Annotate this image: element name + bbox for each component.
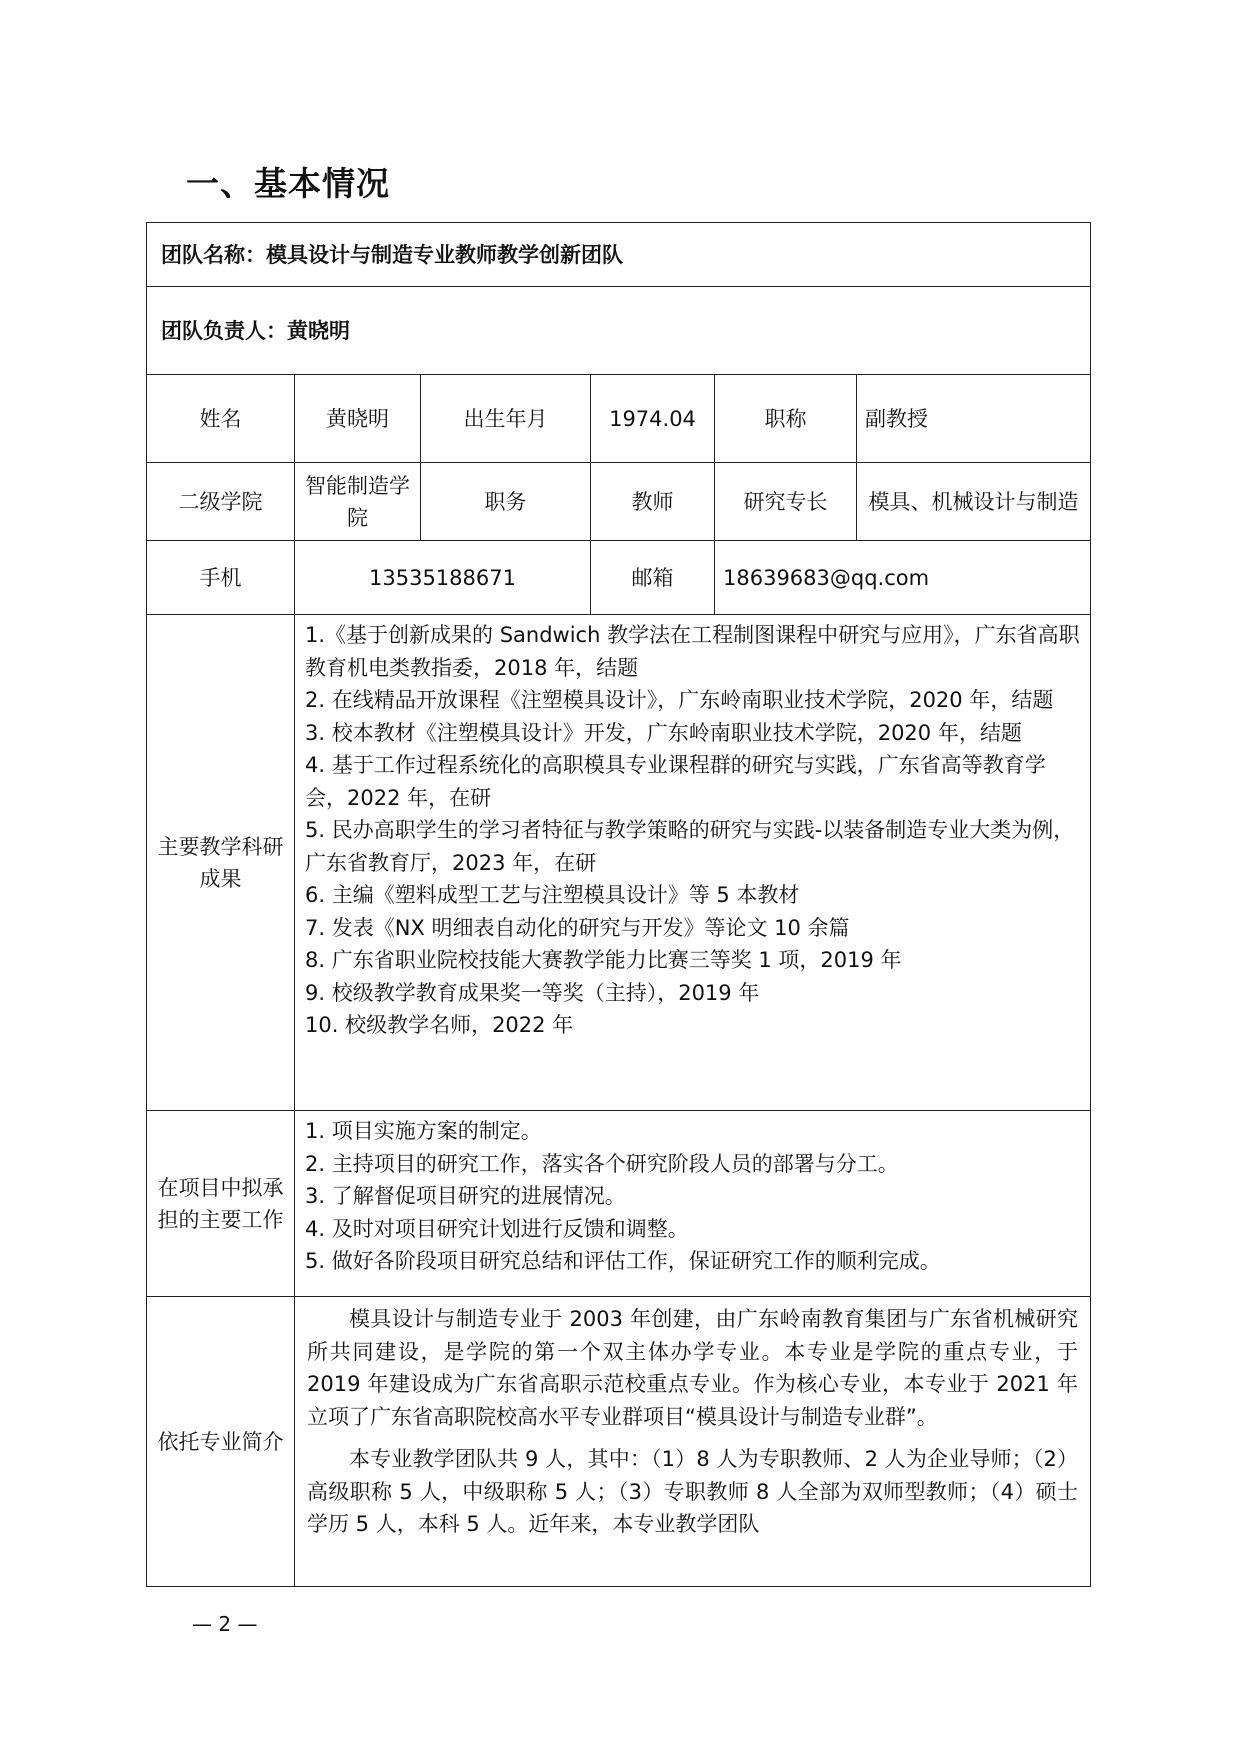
list-item: 8. 广东省职业院校技能大赛教学能力比赛三等奖 1 项，2019 年: [305, 948, 902, 972]
birth-label: 出生年月: [421, 375, 591, 463]
list-item: 2. 主持项目的研究工作，落实各个研究阶段人员的部署与分工。: [305, 1151, 899, 1176]
work-list: [295, 1111, 1091, 1297]
list-item: 3. 校本教材《注塑模具设计》开发，广东岭南职业技术学院，2020 年，结题: [305, 720, 1022, 745]
list-item: 5. 做好各阶段项目研究总结和评估工作，保证研究工作的顺利完成。: [305, 1249, 941, 1273]
achievements-list: [295, 615, 1091, 1111]
list-item: 10. 校级教学名师，2022 年: [305, 1013, 574, 1037]
list-item: 5. 民办高职学生的学习者特征与教学策略的研究与实践-以装备制造专业大类为例，广东省教育厅，2023 年，在研: [305, 818, 1075, 875]
achievements-label: 主要教学科研成果: [147, 615, 295, 1111]
name-value: 黄晓明: [295, 375, 421, 463]
paragraph: 本专业教学团队共 9 人，其中：（1）8 人为专职教师、2 人为企业导师；（2）高级职称 5 人，中级职称 5 人；（3）专职教师 8 人全部为双师型教师；（4）硕士学历 5 人，本科 5 人。近年来，本专业教学团队: [307, 1447, 1078, 1536]
college-value: 智能制造学院: [295, 463, 421, 541]
paragraph: 模具设计与制造专业于 2003 年创建，由广东岭南教育集团与广东省机械研究所共同建设，是学院的第一个双主体办学专业。本专业是学院的重点专业，于 2019 年建设成为广东省高职示范校重点专业。作为核心专业，本专业于 2021 年立项了广东省高职院校高水平专业群项目“模具设计与制造专业群”。: [307, 1307, 1078, 1429]
list-item: 1.《基于创新成果的 Sandwich 教学法在工程制图课程中研究与应用》，广东省高职教育机电类教指委，2018 年，结题: [305, 623, 1080, 680]
list-item: 2. 在线精品开放课程《注塑模具设计》，广东岭南职业技术学院，2020 年，结题: [305, 688, 1054, 712]
major-label: 依托专业简介: [147, 1297, 295, 1587]
page-number: — 2 —: [192, 1612, 258, 1636]
specialty-value: 模具、机械设计与制造: [857, 463, 1091, 541]
basic-info-table: [146, 222, 1091, 1587]
email-value: 18639683@qq.com: [715, 541, 1091, 615]
title-value: 副教授: [857, 375, 1091, 463]
team-name: 团队名称：模具设计与制造专业教师教学创新团队: [147, 223, 1091, 287]
list-item: 4. 及时对项目研究计划进行反馈和调整。: [305, 1216, 689, 1241]
major-intro: [295, 1297, 1091, 1587]
position-value: 教师: [591, 463, 715, 541]
list-item: 4. 基于工作过程系统化的高职模具专业课程群的研究与实践，广东省高等教育学会，2022 年，在研: [305, 753, 1046, 810]
section-heading: 一、基本情况: [186, 164, 390, 203]
name-label: 姓名: [147, 375, 295, 463]
position-label: 职务: [421, 463, 591, 541]
list-item: 1. 项目实施方案的制定。: [305, 1119, 542, 1143]
email-label: 邮箱: [591, 541, 715, 615]
work-label: 在项目中拟承担的主要工作: [147, 1111, 295, 1297]
team-leader: 团队负责人：黄晓明: [147, 287, 1091, 375]
phone-label: 手机: [147, 541, 295, 615]
list-item: 9. 校级教学教育成果奖一等奖（主持），2019 年: [305, 980, 760, 1005]
list-item: 7. 发表《NX 明细表自动化的研究与开发》等论文 10 余篇: [305, 915, 850, 940]
list-item: 3. 了解督促项目研究的进展情况。: [305, 1184, 626, 1208]
birth-value: 1974.04: [591, 375, 715, 463]
title-label: 职称: [715, 375, 857, 463]
specialty-label: 研究专长: [715, 463, 857, 541]
phone-value: 13535188671: [295, 541, 591, 615]
list-item: 6. 主编《塑料成型工艺与注塑模具设计》等 5 本教材: [305, 883, 800, 907]
college-label: 二级学院: [147, 463, 295, 541]
